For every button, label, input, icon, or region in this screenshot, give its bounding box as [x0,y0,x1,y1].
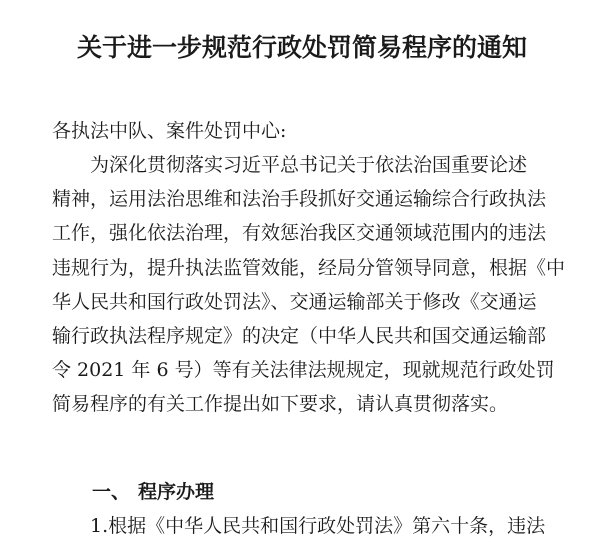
paragraph-line: 为深化贯彻落实习近平总书记关于依法治国重要论述 [90,154,528,176]
paragraph-line: 输行政执法程序规定》的决定（中华人民共和国交通运输部 [52,324,547,347]
paragraph-line: 令 2021 年 6 号）等有关法律法规规定，现就规范行政处罚 [52,359,555,382]
list-item: 1.根据《中华人民共和国行政处罚法》第六十条，违法 [90,515,546,537]
section-heading [92,478,214,506]
section-title: 程序办理 [138,481,215,503]
paragraph-line: 工作，强化依法治理，有效惩治我区交通领域范围内的违法 [52,222,547,245]
section-number: 一、 [92,481,131,503]
paragraph-line: 华人民共和国行政处罚法》、交通运输部关于修改《交通运 [52,290,537,313]
paragraph-line: 精神，运用法治思维和法治手段抓好交通运输综合行政执法 [52,188,547,211]
paragraph-line: 简易程序的有关工作提出如下要求，请认真贯彻落实。 [52,393,509,416]
salutation: 各执法中队、案件处罚中心: [52,120,287,142]
document-title: 关于进一步规范行政处罚简易程序的通知 [76,33,527,62]
body-paragraph [52,148,592,422]
paragraph-line: 违规行为，提升执法监管效能，经局分管领导同意，根据《中 [52,256,566,279]
